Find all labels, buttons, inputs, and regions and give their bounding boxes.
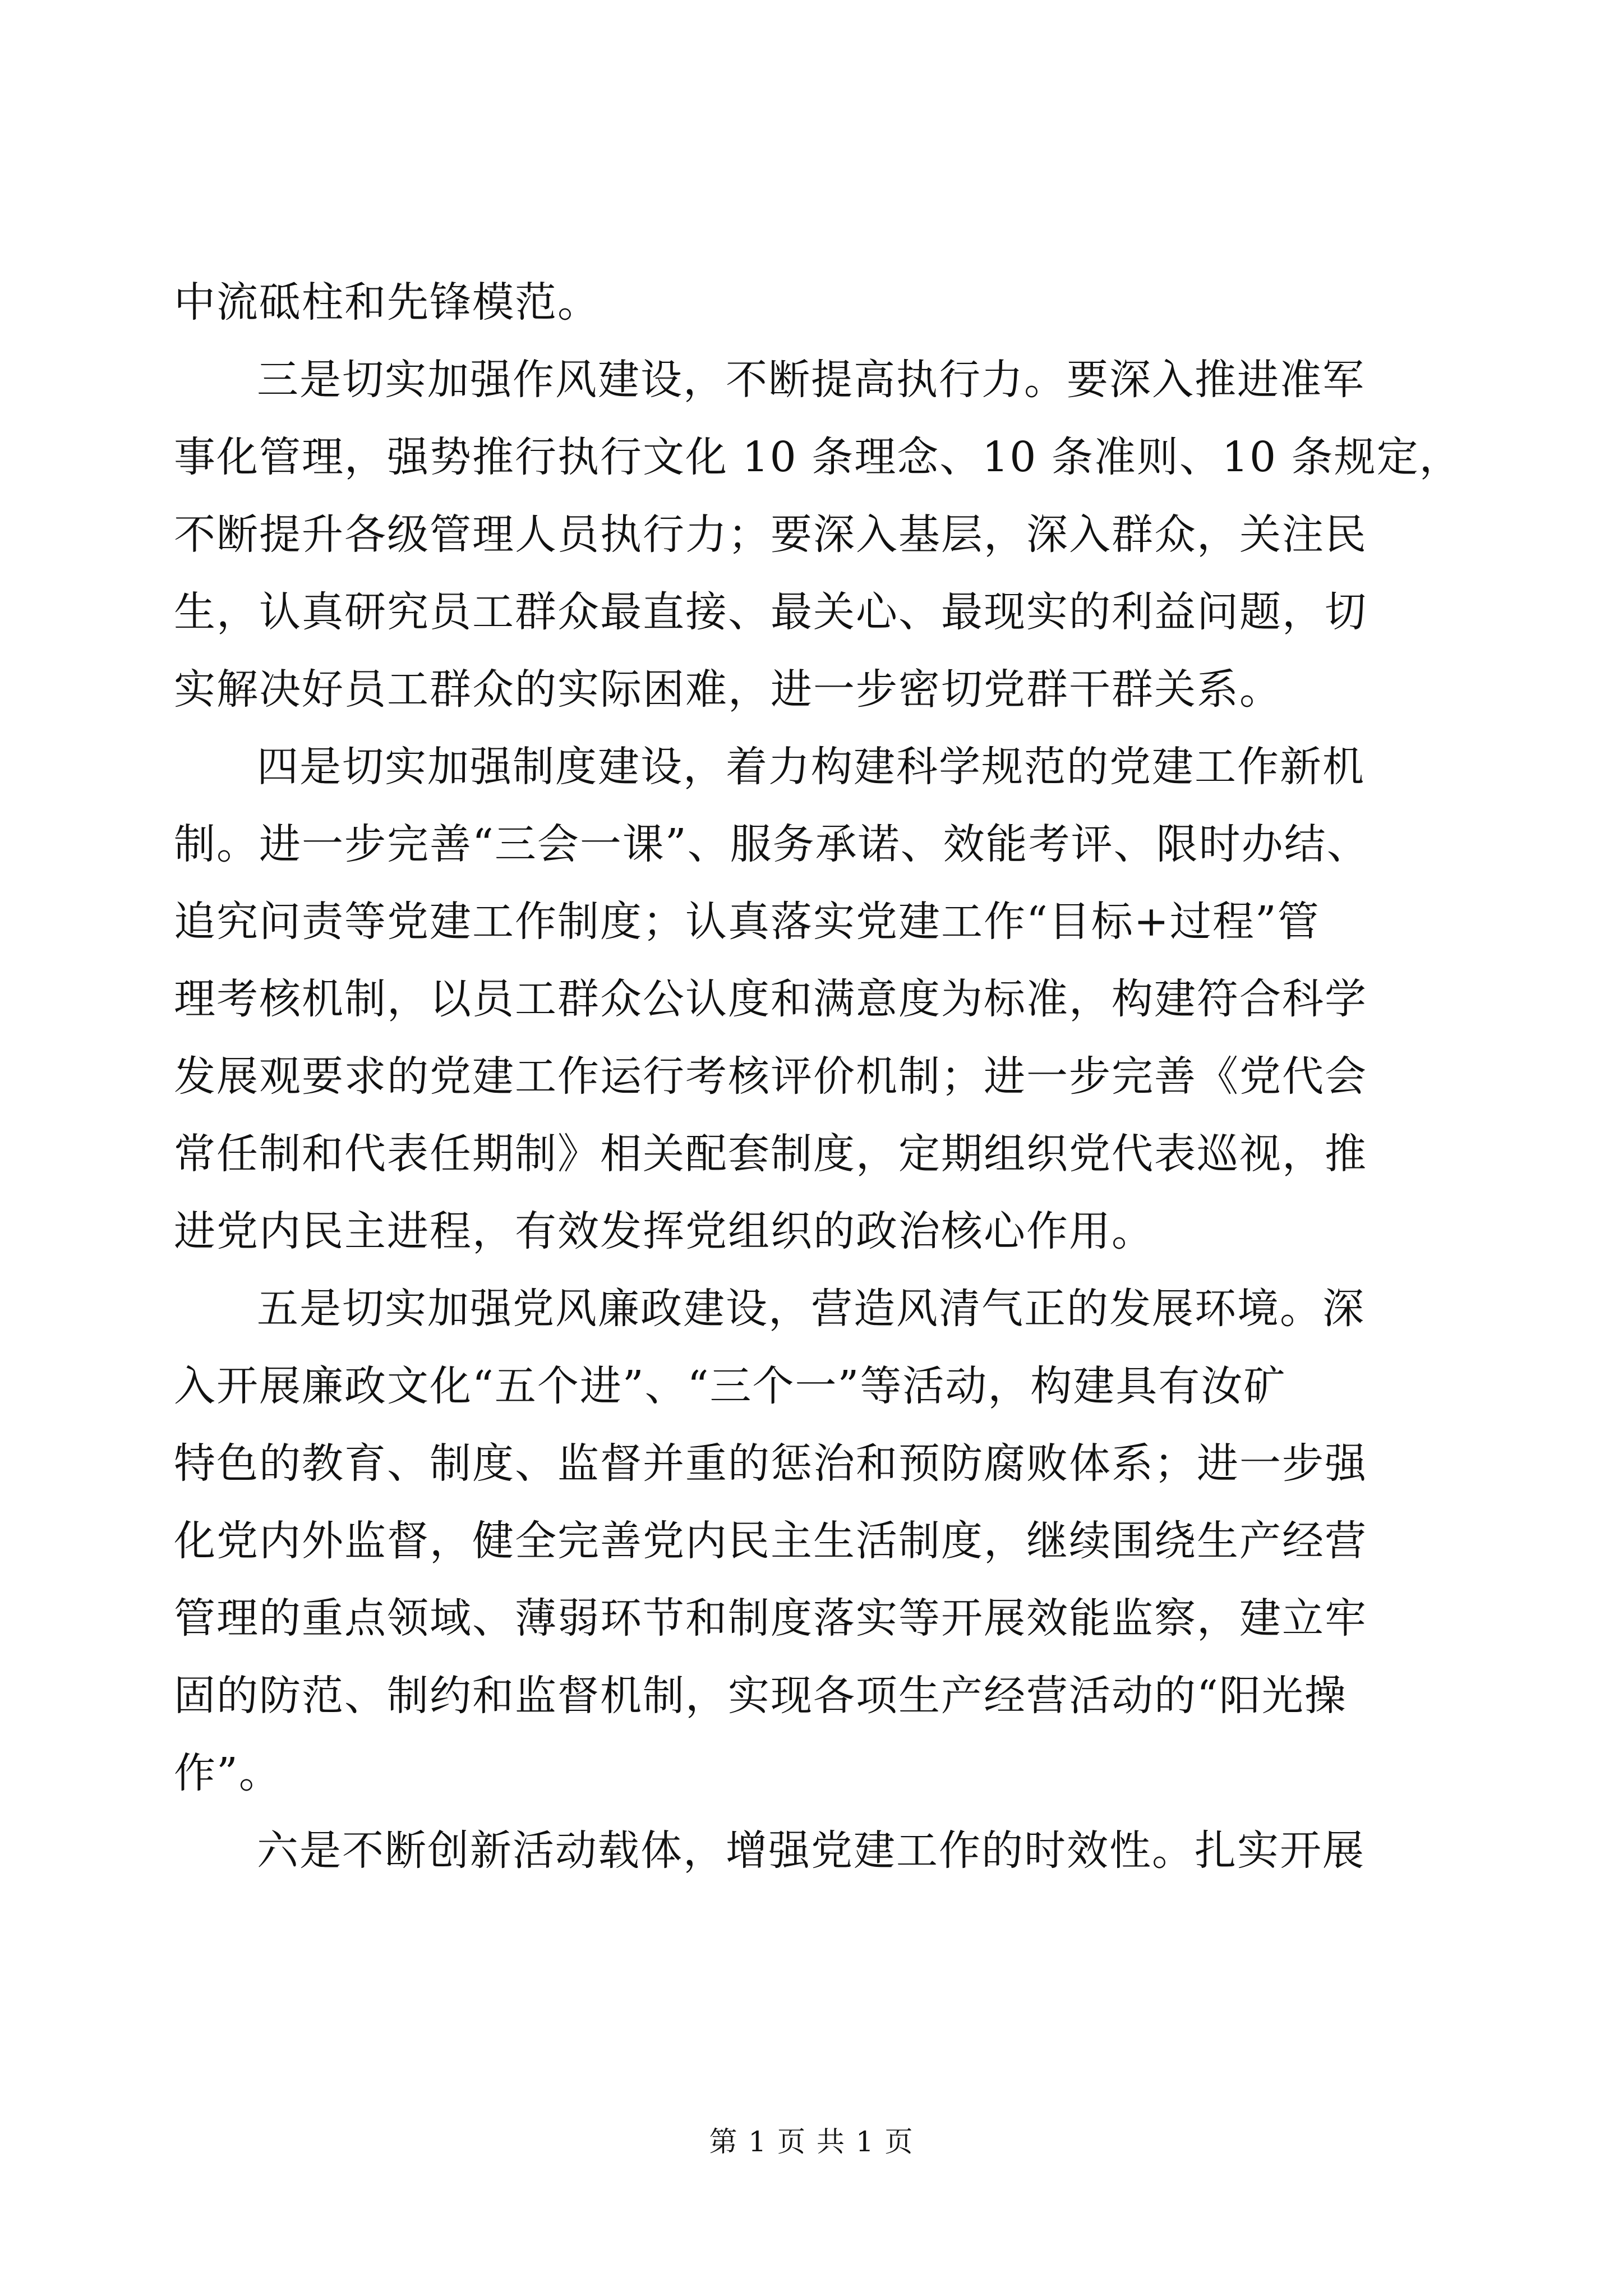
paragraph-system-building [174, 728, 1441, 1270]
text-line: 生，认真研究员工群众最直接、最关心、最现实的利益问题，切 [174, 588, 1367, 636]
text-line: 四是切实加强制度建设，着力构建科学规范的党建工作新机 [257, 743, 1365, 791]
text-line: 中流砥柱和先锋模范。 [174, 278, 600, 326]
text-line: 进党内民主进程，有效发挥党组织的政治核心作用。 [174, 1207, 1154, 1255]
text-line: 追究问责等党建工作制度；认真落实党建工作“目标+过程”管 [174, 898, 1320, 946]
text-line: 管理的重点领域、薄弱环节和制度落实等开展效能监察，建立牢 [174, 1594, 1367, 1642]
text-line: 三是切实加强作风建设，不断提高执行力。要深入推进准军 [257, 356, 1365, 404]
text-line: 制。进一步完善“三会一课”、服务承诺、效能考评、限时办结、 [174, 820, 1370, 868]
paragraph-continuation [174, 264, 1441, 341]
text-line: 理考核机制，以员工群众公认度和满意度为标准，构建符合科学 [174, 975, 1367, 1023]
text-line: 化党内外监督，健全完善党内民主生活制度，继续围绕生产经营 [174, 1517, 1367, 1565]
text-line: 固的防范、制约和监督机制，实现各项生产经营活动的“阳光操 [174, 1672, 1347, 1720]
text-line: 常任制和代表任期制》相关配套制度，定期组织党代表巡视，推 [174, 1130, 1367, 1178]
text-line: 特色的教育、制度、监督并重的惩治和预防腐败体系；进一步强 [174, 1439, 1367, 1488]
page-footer: 第 1 页 共 1 页 [709, 2125, 914, 2158]
paragraph-integrity-building [174, 1270, 1441, 1812]
paragraph-style-building [174, 341, 1462, 728]
text-line: 作”。 [174, 1749, 282, 1797]
text-line: 实解决好员工群众的实际困难，进一步密切党群干群关系。 [174, 665, 1282, 714]
text-line: 事化管理，强势推行执行文化 10 条理念、10 条准则、10 条规定， [174, 433, 1462, 481]
document-body [174, 264, 1462, 1889]
text-line: 六是不断创新活动载体，增强党建工作的时效性。扎实开展 [257, 1826, 1365, 1875]
text-line: 入开展廉政文化“五个进”、“三个一”等活动，构建具有汝矿 [174, 1362, 1287, 1410]
text-line: 不断提升各级管理人员执行力；要深入基层，深入群众，关注民 [174, 510, 1367, 559]
text-line: 发展观要求的党建工作运行考核评价机制；进一步完善《党代会 [174, 1052, 1367, 1101]
text-line: 五是切实加强党风廉政建设，营造风清气正的发展环境。深 [257, 1285, 1365, 1333]
paragraph-activity-innovation [174, 1812, 1441, 1889]
